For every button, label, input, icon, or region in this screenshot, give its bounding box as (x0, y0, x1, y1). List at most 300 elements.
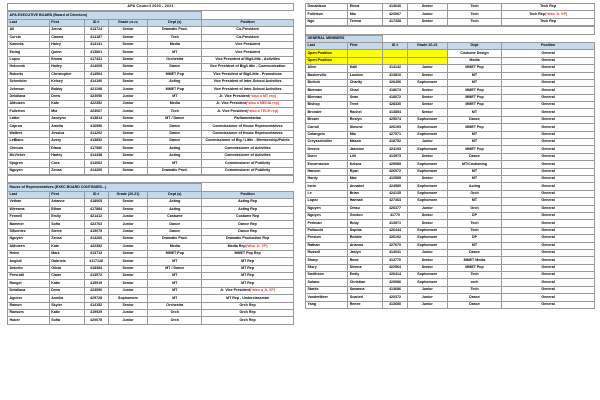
cell-id[interactable]: 413810 (383, 72, 407, 79)
cell-grade[interactable]: Junior (108, 317, 148, 324)
cell-first-name[interactable]: Claire (49, 273, 84, 280)
table-row[interactable] (306, 146, 595, 153)
table-row[interactable] (306, 79, 595, 86)
cell-first-name[interactable]: Hannah (348, 198, 383, 205)
cell-first-name[interactable]: Arianna (348, 242, 383, 249)
cell-position[interactable]: General (502, 139, 595, 146)
cell-position[interactable]: General (502, 220, 595, 227)
cell-id[interactable]: 422352 (84, 101, 108, 108)
cell-id[interactable]: 423090 (84, 287, 108, 294)
cell-id[interactable]: 426414 (383, 272, 407, 279)
cell-last-name[interactable]: Rathan (306, 242, 348, 249)
cell-last-name[interactable]: Ali (8, 27, 50, 34)
cell-last-name[interactable]: Hardy (306, 175, 348, 182)
table-row[interactable] (8, 206, 294, 213)
cell-id[interactable]: 420372 (383, 294, 407, 301)
cell-position[interactable]: Commissioner of House Representatives (202, 123, 294, 130)
cell-grade[interactable]: Junior (108, 310, 148, 317)
cell-grade[interactable]: Senior (108, 56, 148, 63)
table-row[interactable] (8, 108, 294, 115)
table-row[interactable] (306, 272, 595, 279)
cell-last-name[interactable]: Bishop (306, 102, 348, 109)
table-row[interactable] (8, 145, 294, 152)
cell-position[interactable]: Orch Rep (202, 310, 294, 317)
cell-grade[interactable]: Senior (407, 94, 447, 101)
cell-last-name[interactable]: Baskerville (306, 72, 348, 79)
cell-last-name[interactable]: Capron (8, 123, 50, 130)
cell-grade[interactable]: Junior (108, 108, 148, 115)
cell-position[interactable]: Tech Rep(*also Jr. VP) (502, 11, 595, 18)
cell-position[interactable]: General (502, 102, 595, 109)
cell-dept[interactable]: MMET Pop (148, 250, 202, 257)
cell-grade[interactable]: Sophomore (407, 272, 447, 279)
cell-first-name[interactable]: Teresa (348, 18, 383, 25)
cell-grade[interactable]: Senior (108, 34, 148, 41)
cell-dept[interactable]: Media (148, 243, 202, 250)
cell-dept[interactable]: Media (447, 57, 501, 64)
cell-position[interactable]: Commissioner of Activities (202, 152, 294, 159)
cell-grade[interactable]: Sophomore (407, 242, 447, 249)
cell-position[interactable]: General (502, 79, 595, 86)
cell-first-name[interactable]: Simone (348, 124, 383, 131)
cell-last-name[interactable]: Irwin (306, 183, 348, 190)
table-row[interactable] (306, 109, 595, 116)
cell-dept[interactable]: MMET Pop (447, 87, 501, 94)
cell-position[interactable]: General (502, 168, 595, 175)
cell-id[interactable]: 413585 (383, 175, 407, 182)
cell-last-name[interactable]: Althusen (8, 101, 50, 108)
cell-last-name[interactable]: Aguirre (8, 295, 50, 302)
table-row[interactable] (306, 94, 595, 101)
cell-first-name[interactable]: Roslyn (348, 116, 383, 123)
cell-dept[interactable]: MMET Pop (447, 146, 501, 153)
cell-first-name[interactable]: Emily (348, 272, 383, 279)
cell-first-name[interactable]: London (348, 72, 383, 79)
cell-id[interactable]: 413854 (383, 109, 407, 116)
table-row[interactable] (8, 49, 294, 56)
cell-position[interactable]: Dance Rep (202, 228, 294, 235)
table-row[interactable] (8, 317, 294, 324)
cell-dept[interactable]: Dramatic Prod. (148, 236, 202, 243)
cell-grade[interactable]: Junior (407, 139, 447, 146)
cell-grade[interactable]: Junior (108, 93, 148, 100)
cell-dept[interactable]: Tech (447, 286, 501, 293)
cell-grade[interactable]: Sophomore (108, 295, 148, 302)
cell-last-name[interactable]: Lopez (8, 56, 50, 63)
cell-id[interactable]: 426444 (383, 227, 407, 234)
table-row[interactable] (306, 124, 595, 131)
cell-dept[interactable]: MT (148, 295, 202, 302)
cell-id[interactable] (383, 50, 407, 57)
table-row[interactable] (306, 205, 595, 212)
cell-last-name[interactable]: Fennell (8, 213, 50, 220)
cell-first-name[interactable]: Gordon (348, 212, 383, 219)
cell-position[interactable]: General (502, 242, 595, 249)
cell-id[interactable]: 414564 (84, 71, 108, 78)
table-row[interactable] (8, 86, 294, 93)
cell-grade[interactable]: Junior (407, 286, 447, 293)
cell-id[interactable]: 413852 (84, 138, 108, 145)
cell-last-name[interactable]: Ramon (8, 302, 50, 309)
cell-last-name[interactable]: VanderMeer (306, 294, 348, 301)
cell-last-name[interactable]: Open Position (306, 57, 348, 64)
cell-last-name[interactable]: Schneider (8, 78, 50, 85)
cell-dept[interactable]: Orchestra (148, 56, 202, 63)
cell-id[interactable]: 427463 (383, 198, 407, 205)
cell-position[interactable]: General (502, 279, 595, 286)
cell-grade[interactable]: Junior (407, 301, 447, 308)
cell-dept[interactable]: MT/Costuming (447, 161, 501, 168)
table-row[interactable] (306, 131, 595, 138)
cell-first-name[interactable]: Trent (348, 102, 383, 109)
cell-first-name[interactable]: Skyler (49, 302, 84, 309)
cell-position[interactable]: Orch Rep (202, 302, 294, 309)
cell-dept[interactable]: MT (447, 175, 501, 182)
table-row[interactable] (306, 183, 595, 190)
cell-grade[interactable]: Junior (407, 249, 447, 256)
cell-position[interactable]: Co-President (202, 34, 294, 41)
cell-grade[interactable]: Senior (108, 160, 148, 167)
cell-last-name[interactable]: Creysselmiller (306, 139, 348, 146)
table-row[interactable] (306, 220, 595, 227)
cell-position[interactable]: MT Rep (202, 273, 294, 280)
cell-grade[interactable] (407, 57, 447, 64)
table-row[interactable] (306, 116, 595, 123)
cell-dept[interactable]: Dance (148, 221, 202, 228)
cell-grade[interactable]: Junior (108, 228, 148, 235)
cell-id[interactable]: 417884 (84, 206, 108, 213)
table-row[interactable] (8, 56, 294, 63)
cell-last-name[interactable]: Althusen (8, 243, 50, 250)
table-row[interactable] (8, 250, 294, 257)
cell-first-name[interactable]: Kelsea (348, 161, 383, 168)
cell-dept[interactable]: Dance (148, 130, 202, 137)
cell-id[interactable]: 424135 (383, 190, 407, 197)
cell-position[interactable]: General (502, 227, 595, 234)
cell-last-name[interactable]: Bierman (306, 87, 348, 94)
cell-last-name[interactable]: Kameda (8, 41, 50, 48)
cell-dept[interactable]: MT (447, 79, 501, 86)
cell-position[interactable]: General (502, 109, 595, 116)
cell-last-name[interactable]: Heine (8, 250, 50, 257)
cell-position[interactable]: General (502, 249, 595, 256)
cell-id[interactable]: 414438 (84, 152, 108, 159)
cell-first-name[interactable]: Olivia (49, 265, 84, 272)
cell-grade[interactable]: Senior (108, 167, 148, 174)
cell-position[interactable]: General (502, 272, 595, 279)
cell-id[interactable]: 426193 (383, 124, 407, 131)
cell-grade[interactable]: Senior (108, 49, 148, 56)
table-row[interactable] (306, 72, 595, 79)
cell-first-name[interactable]: Christian (348, 279, 383, 286)
cell-first-name[interactable]: Renee (348, 301, 383, 308)
cell-first-name[interactable]: Jaedynn (49, 115, 84, 122)
cell-position[interactable]: General (502, 72, 595, 79)
cell-first-name[interactable]: Reed (348, 257, 383, 264)
cell-position[interactable]: General (502, 264, 595, 271)
table-row[interactable] (306, 18, 595, 25)
cell-id[interactable]: 417431 (84, 56, 108, 63)
table-row[interactable] (8, 199, 294, 206)
cell-first-name[interactable]: Lilli (348, 153, 383, 160)
cell-dept[interactable]: Dance (447, 153, 501, 160)
cell-last-name[interactable]: Bronder (306, 109, 348, 116)
cell-position[interactable]: General (502, 94, 595, 101)
cell-dept[interactable]: MT / Dance (148, 115, 202, 122)
cell-dept[interactable]: MT (148, 49, 202, 56)
cell-first-name[interactable]: Max (348, 175, 383, 182)
cell-id[interactable]: 423090 (84, 93, 108, 100)
cell-position[interactable]: General (502, 235, 595, 242)
cell-first-name[interactable] (348, 50, 383, 57)
cell-first-name[interactable]: Rachel (348, 109, 383, 116)
cell-dept[interactable]: MMET Pop (148, 86, 202, 93)
cell-first-name[interactable]: Sofia (49, 317, 84, 324)
cell-grade[interactable]: Sophomore (407, 235, 447, 242)
cell-position[interactable]: General (502, 131, 595, 138)
cell-last-name[interactable]: Sharp (306, 257, 348, 264)
cell-last-name[interactable]: Yang (306, 301, 348, 308)
cell-dept[interactable]: MMET Media (447, 257, 501, 264)
cell-grade[interactable]: Senior (108, 78, 148, 85)
cell-position[interactable]: Vice President of Big/Little - Communication (202, 64, 294, 71)
cell-last-name[interactable]: Sjogren (8, 160, 50, 167)
cell-position[interactable]: Jr. Vice President(*also a MT rep) (202, 93, 294, 100)
cell-first-name[interactable]: Mia (348, 131, 383, 138)
cell-dept[interactable]: MT (447, 72, 501, 79)
cell-position[interactable]: General (502, 198, 595, 205)
cell-last-name[interactable]: Dennis (306, 146, 348, 153)
cell-id[interactable]: 422564 (383, 264, 407, 271)
cell-last-name[interactable]: Russell (306, 249, 348, 256)
table-row[interactable] (8, 273, 294, 280)
table-row[interactable] (8, 138, 294, 145)
cell-id[interactable]: 419929 (84, 310, 108, 317)
cell-first-name[interactable]: Mia (348, 11, 383, 18)
cell-grade[interactable]: Sophomore (407, 116, 447, 123)
table-row[interactable] (8, 221, 294, 228)
cell-dept[interactable]: Tech (447, 18, 501, 25)
cell-grade[interactable]: Senior (108, 64, 148, 71)
cell-dept[interactable]: Orchestra (148, 302, 202, 309)
cell-grade[interactable]: Sophomore (407, 168, 447, 175)
cell-id[interactable]: 425074 (383, 116, 407, 123)
cell-grade[interactable]: Senior (407, 257, 447, 264)
cell-position[interactable]: Commissioner of Activities (202, 145, 294, 152)
cell-last-name[interactable]: Nguyen (8, 167, 50, 174)
cell-first-name[interactable]: Sophia (348, 227, 383, 234)
cell-id[interactable]: 413713 (84, 250, 108, 257)
cell-grade[interactable]: Senior (108, 250, 148, 257)
table-row[interactable] (306, 235, 595, 242)
table-row[interactable] (8, 101, 294, 108)
table-row[interactable] (8, 93, 294, 100)
cell-position[interactable]: MT Rep - Underclassman (202, 295, 294, 302)
cell-dept[interactable]: DP (447, 212, 501, 219)
cell-first-name[interactable]: Robbie (348, 235, 383, 242)
table-row[interactable] (306, 4, 595, 11)
cell-first-name[interactable]: Zensa (49, 236, 84, 243)
cell-dept[interactable]: Dance (447, 249, 501, 256)
cell-dept[interactable]: DP (447, 235, 501, 242)
table-row[interactable] (306, 168, 595, 175)
table-row[interactable] (306, 153, 595, 160)
cell-grade[interactable]: Senior (407, 109, 447, 116)
cell-id[interactable]: 414260 (84, 236, 108, 243)
cell-last-name[interactable]: McVicker (8, 152, 50, 159)
cell-dept[interactable]: MT (447, 109, 501, 116)
cell-grade[interactable]: Junior (108, 213, 148, 220)
cell-id[interactable]: 427670 (383, 242, 407, 249)
cell-last-name[interactable]: Delallana (8, 93, 50, 100)
cell-position[interactable]: Vice President of Inter-School Activities (202, 78, 294, 85)
cell-position[interactable]: Co-President (202, 27, 294, 34)
table-row[interactable] (306, 65, 595, 72)
cell-dept[interactable]: Dance (447, 301, 501, 308)
cell-dept[interactable]: Acting (447, 183, 501, 190)
cell-position[interactable]: Dance Rep (202, 221, 294, 228)
cell-dept[interactable]: Orch (148, 310, 202, 317)
cell-id[interactable]: 426972 (383, 168, 407, 175)
cell-first-name[interactable]: Cianna (49, 34, 84, 41)
cell-id[interactable] (383, 57, 407, 64)
cell-first-name[interactable]: Zensa (49, 167, 84, 174)
cell-dept[interactable]: Acting (148, 206, 202, 213)
cell-position[interactable]: MT Rep (202, 280, 294, 287)
cell-grade[interactable]: Junior (108, 221, 148, 228)
cell-last-name[interactable]: Dunn (306, 153, 348, 160)
cell-dept[interactable]: MMET Pop (447, 102, 501, 109)
cell-first-name[interactable]: Savanna (348, 286, 383, 293)
cell-first-name[interactable]: Omsu (348, 205, 383, 212)
cell-grade[interactable]: Senior (407, 72, 447, 79)
cell-position[interactable]: MT Rep (202, 258, 294, 265)
cell-first-name[interactable]: Annika (49, 295, 84, 302)
cell-first-name[interactable]: Mason (348, 139, 383, 146)
table-row[interactable] (306, 257, 595, 264)
cell-position[interactable]: Commissioner of Publicity (202, 167, 294, 174)
table-row[interactable] (306, 175, 595, 182)
cell-last-name[interactable]: Nguyen (306, 212, 348, 219)
cell-last-name[interactable]: Smithson (306, 272, 348, 279)
cell-dept[interactable]: MT (447, 131, 501, 138)
cell-last-name[interactable]: Bielicki (306, 79, 348, 86)
table-row[interactable] (306, 139, 595, 146)
cell-first-name[interactable]: Annabel (348, 183, 383, 190)
cell-last-name[interactable]: Wiersma (8, 206, 50, 213)
cell-last-name[interactable]: LeBlanc (8, 138, 50, 145)
cell-id[interactable]: 424589 (383, 183, 407, 190)
cell-position[interactable]: Commissioner of Big / Little - Membership/Points (202, 138, 294, 145)
cell-position[interactable]: Orch Rep (202, 317, 294, 324)
table-row[interactable] (306, 11, 595, 18)
cell-grade[interactable]: Sophomore (407, 124, 447, 131)
cell-dept[interactable]: Acting (148, 199, 202, 206)
cell-position[interactable]: General (502, 190, 595, 197)
table-row[interactable] (306, 50, 595, 57)
cell-first-name[interactable]: Arianne (49, 199, 84, 206)
table-row[interactable] (306, 87, 595, 94)
table-row[interactable] (306, 279, 595, 286)
cell-id[interactable]: 422763 (84, 221, 108, 228)
cell-first-name[interactable]: Kate (49, 243, 84, 250)
table-row[interactable] (306, 161, 595, 168)
cell-last-name[interactable]: Curcio (8, 34, 50, 41)
cell-grade[interactable]: Senior (108, 199, 148, 206)
cell-grade[interactable]: Senior (108, 280, 148, 287)
cell-position[interactable]: General (502, 87, 595, 94)
cell-grade[interactable]: Senior (108, 27, 148, 34)
cell-grade[interactable]: Senior (108, 138, 148, 145)
cell-id[interactable]: 413640 (383, 4, 407, 11)
cell-first-name[interactable]: Kate (49, 101, 84, 108)
cell-grade[interactable]: Junior (108, 86, 148, 93)
table-row[interactable] (306, 198, 595, 205)
cell-grade[interactable]: Senior (108, 258, 148, 265)
cell-id[interactable]: 425986 (383, 279, 407, 286)
cell-grade[interactable]: Senior (108, 152, 148, 159)
cell-id[interactable]: 417580 (84, 145, 108, 152)
cell-dept[interactable]: Dance (148, 138, 202, 145)
cell-last-name[interactable]: Prevratil (8, 273, 50, 280)
cell-dept[interactable]: Tech (447, 4, 501, 11)
cell-grade[interactable]: Sophomore (407, 146, 447, 153)
cell-position[interactable]: Vice President of Inter-School Activities (202, 86, 294, 93)
cell-first-name[interactable]: Cora (49, 160, 84, 167)
cell-first-name[interactable]: Ryan (348, 168, 383, 175)
cell-first-name[interactable]: Elena (348, 4, 383, 11)
cell-id[interactable]: 414190 (84, 78, 108, 85)
cell-id[interactable]: 424193 (383, 146, 407, 153)
cell-last-name[interactable]: Lopez (306, 198, 348, 205)
cell-position[interactable]: Jr. Vice President(*also a Jr. VP) (202, 287, 294, 294)
cell-grade[interactable]: Sophomore (407, 161, 447, 168)
cell-position[interactable]: Acting Rep (202, 206, 294, 213)
cell-position[interactable]: General (502, 301, 595, 308)
cell-grade[interactable]: Junior (108, 287, 148, 294)
cell-position[interactable]: General (502, 212, 595, 219)
cell-first-name[interactable]: Drew (49, 93, 84, 100)
table-row[interactable] (8, 27, 294, 34)
cell-grade[interactable]: Senior (108, 145, 148, 152)
cell-id[interactable]: 414152 (84, 302, 108, 309)
table-row[interactable] (8, 115, 294, 122)
cell-grade[interactable]: Junior (407, 65, 447, 72)
cell-id[interactable]: 413814 (84, 115, 108, 122)
cell-first-name[interactable]: Avery (49, 138, 84, 145)
cell-position[interactable]: General (502, 183, 595, 190)
table-row[interactable] (8, 152, 294, 159)
cell-grade[interactable]: Senior (407, 264, 447, 271)
cell-first-name[interactable]: Sofia (49, 221, 84, 228)
cell-last-name[interactable]: Latter (8, 115, 50, 122)
cell-dept[interactable]: Tech (148, 108, 202, 115)
cell-grade[interactable]: Senior (108, 41, 148, 48)
cell-first-name[interactable]: Jasmine (348, 146, 383, 153)
cell-last-name[interactable]: Aniceto (8, 265, 50, 272)
cell-dept[interactable]: Dramatic Prod. (148, 167, 202, 174)
cell-first-name[interactable]: Drew (49, 287, 84, 294)
cell-first-name[interactable]: Emily (49, 213, 84, 220)
cell-last-name[interactable]: Nguyen (8, 236, 50, 243)
cell-id[interactable]: 426456 (383, 79, 407, 86)
cell-first-name[interactable]: Mia (49, 108, 84, 115)
cell-dept[interactable]: Tech (447, 227, 501, 234)
cell-first-name[interactable]: Christopher (49, 71, 84, 78)
cell-id[interactable]: 414041 (383, 249, 407, 256)
cell-dept[interactable]: MT (148, 287, 202, 294)
table-row[interactable] (8, 41, 294, 48)
